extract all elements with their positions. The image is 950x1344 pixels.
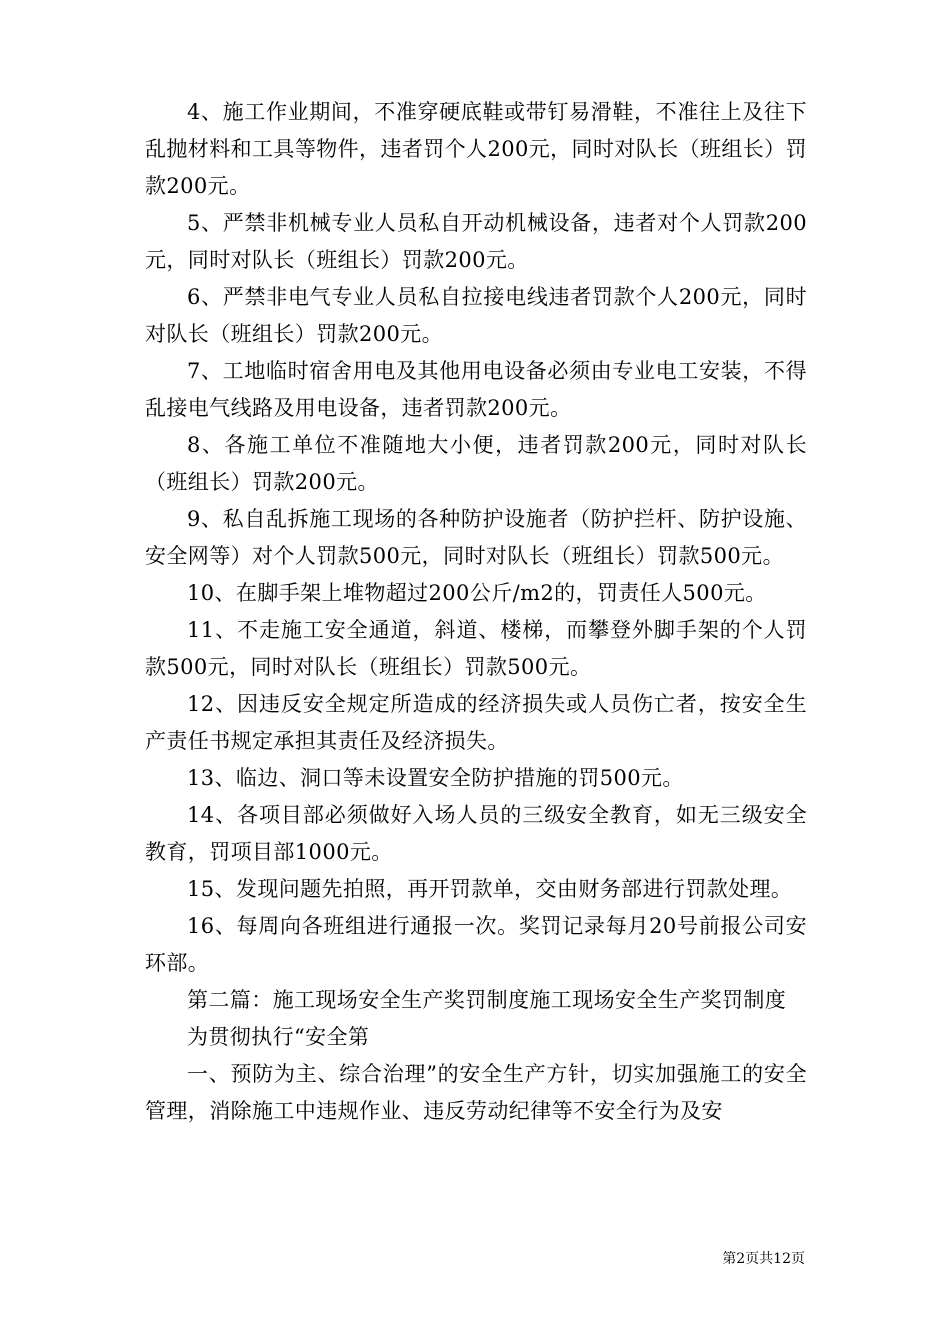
paragraph-item-6: 6、严禁非电气专业人员私自拉接电线违者罚款个人200元，同时对队长（班组长）罚款200元。 bbox=[145, 285, 807, 346]
paragraph-item-10: 10、在脚手架上堆物超过200公斤/m2的，罚责任人500元。 bbox=[187, 581, 767, 605]
paragraph-item-4: 4、施工作业期间，不准穿硬底鞋或带钉易滑鞋，不准往上及往下乱抛材料和工具等物件，违者罚个人200元，同时对队长（班组长）罚款200元。 bbox=[145, 100, 807, 198]
section-heading: 第二篇：施工现场安全生产奖罚制度施工现场安全生产奖罚制度 bbox=[187, 988, 787, 1012]
paragraph-item-15: 15、发现问题先拍照，再开罚款单，交由财务部进行罚款处理。 bbox=[187, 877, 793, 901]
paragraph-item-11: 11、不走施工安全通道，斜道、楼梯，而攀登外脚手架的个人罚款500元，同时对队长（班组长）罚款500元。 bbox=[145, 618, 807, 679]
paragraph-item-13: 13、临边、洞口等未设置安全防护措施的罚500元。 bbox=[187, 766, 684, 790]
paragraph-item-12: 12、因违反安全规定所造成的经济损失或人员伤亡者，按安全生产责任书规定承担其责任及经济损失。 bbox=[145, 692, 807, 753]
document-body bbox=[145, 94, 807, 1130]
paragraph-principle: 一、预防为主、综合治理”的安全生产方针，切实加强施工的安全管理，消除施工中违规作业、违反劳动纪律等不安全行为及安 bbox=[145, 1062, 807, 1123]
paragraph-item-7: 7、工地临时宿舍用电及其他用电设备必须由专业电工安装，不得乱接电气线路及用电设备，违者罚款200元。 bbox=[145, 359, 807, 420]
paragraph-item-14: 14、各项目部必须做好入场人员的三级安全教育，如无三级安全教育，罚项目部1000元。 bbox=[145, 803, 807, 864]
paragraph-item-16: 16、每周向各班组进行通报一次。奖罚记录每月20号前报公司安环部。 bbox=[145, 914, 807, 975]
paragraph-intro: 为贯彻执行“安全第 bbox=[187, 1025, 370, 1049]
page-number: 第2页共12页 bbox=[722, 1251, 805, 1267]
paragraph-item-8: 8、各施工单位不准随地大小便，违者罚款200元，同时对队长（班组长）罚款200元。 bbox=[145, 433, 807, 494]
paragraph-item-5: 5、严禁非机械专业人员私自开动机械设备，违者对个人罚款200元，同时对队长（班组长）罚款200元。 bbox=[145, 211, 807, 272]
paragraph-item-9: 9、私自乱拆施工现场的各种防护设施者（防护拦杆、防护设施、安全网等）对个人罚款500元，同时对队长（班组长）罚款500元。 bbox=[145, 507, 807, 568]
